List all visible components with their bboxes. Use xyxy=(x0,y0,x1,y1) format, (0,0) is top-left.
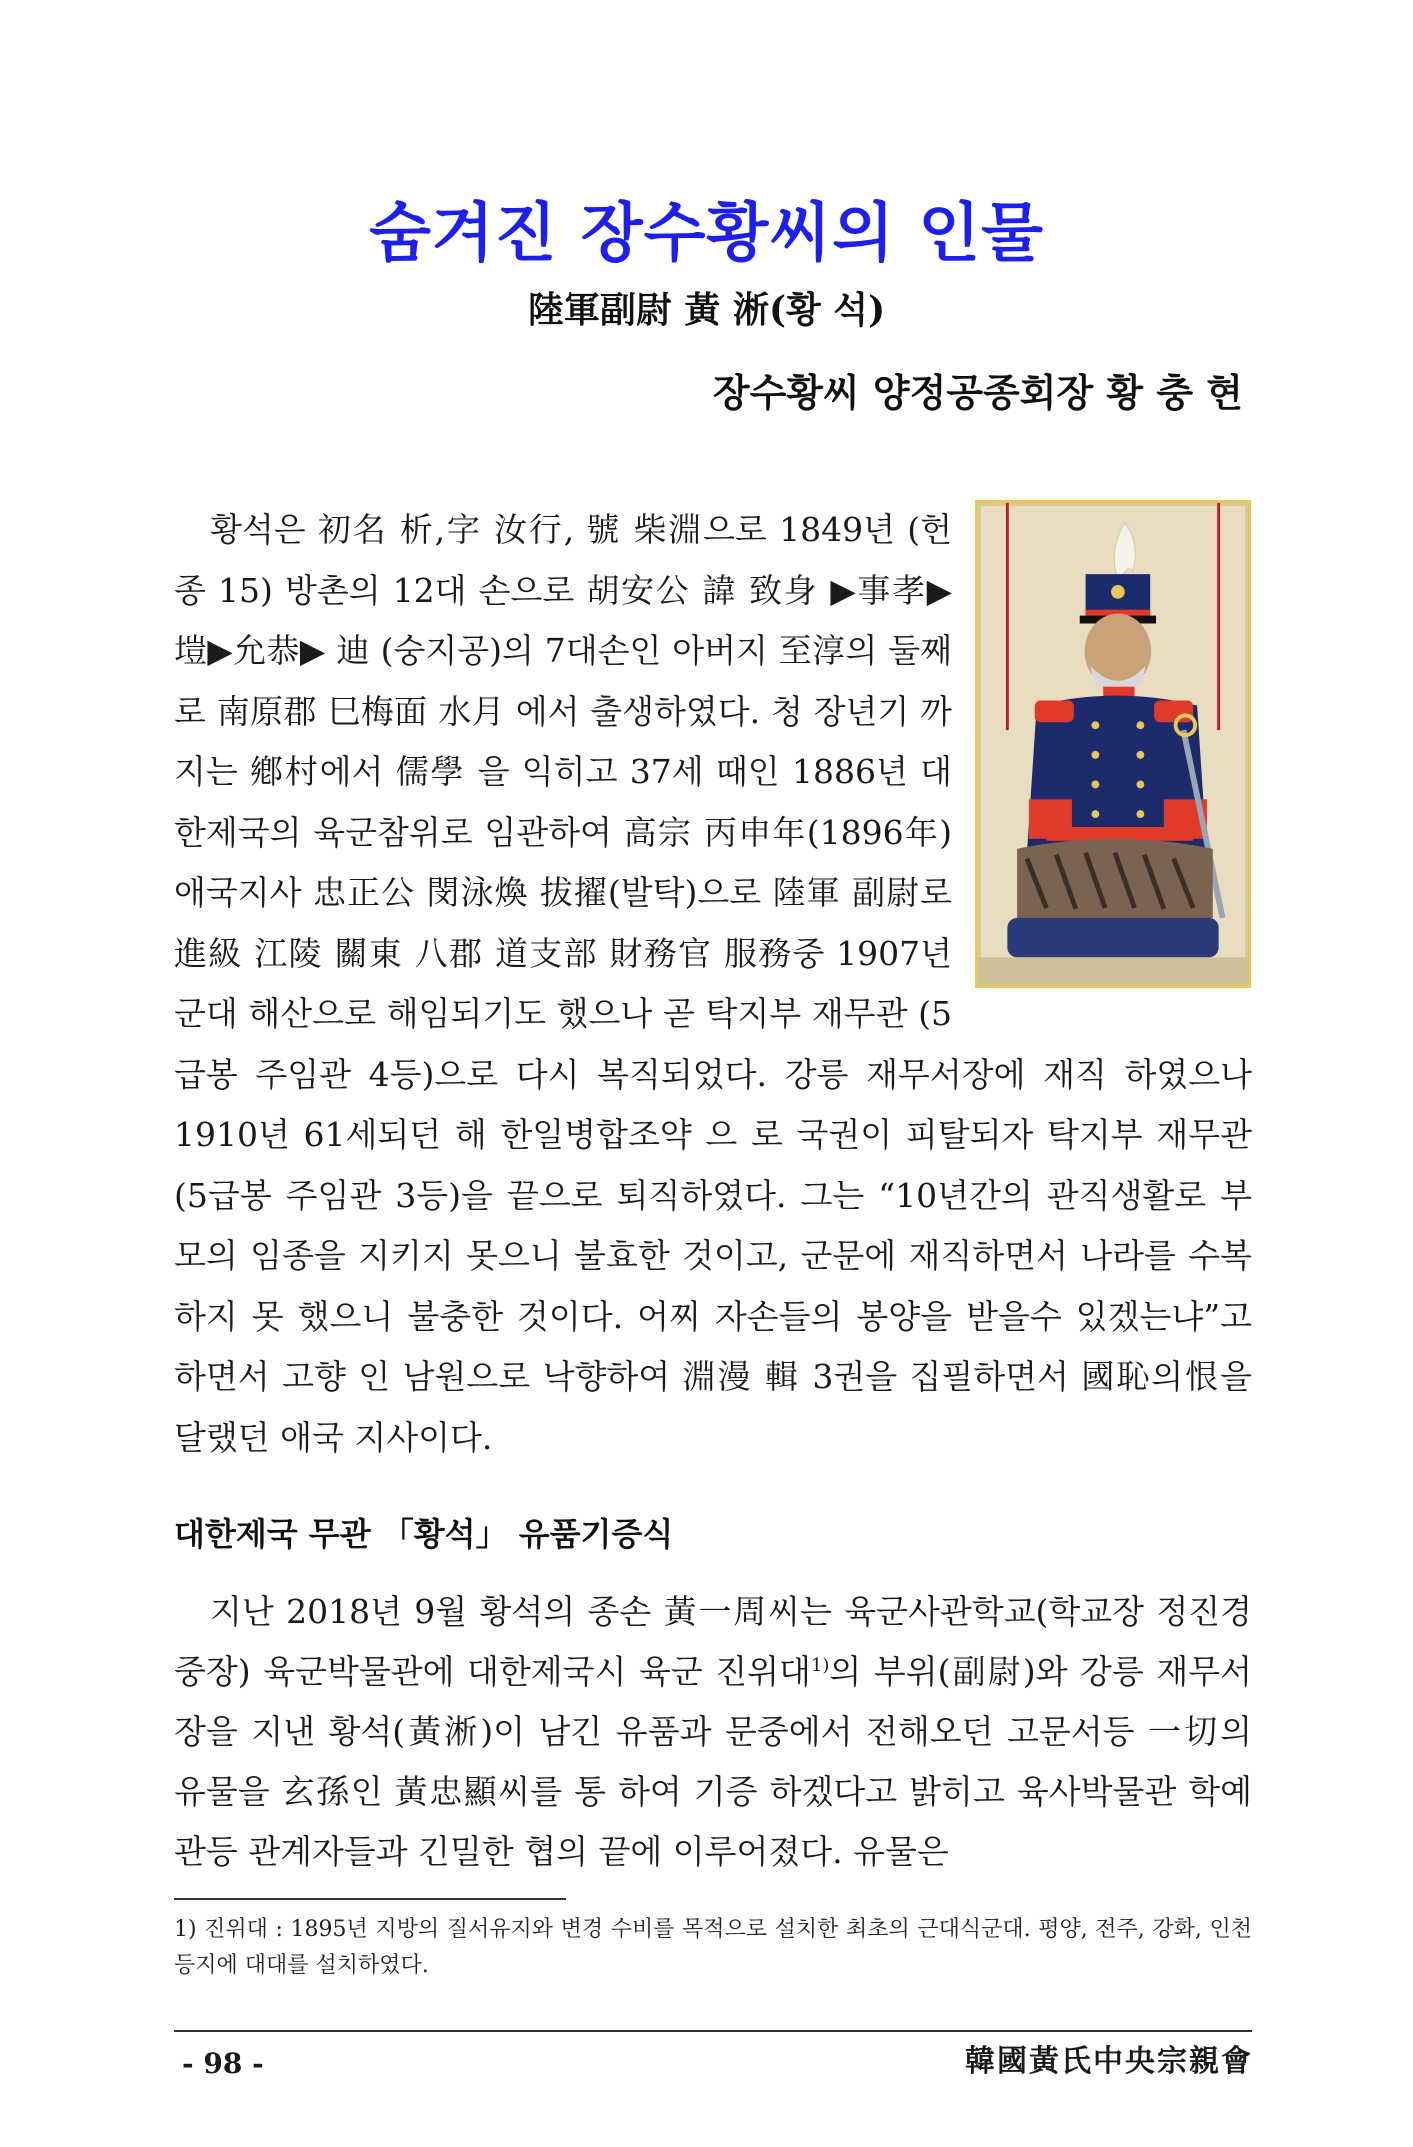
footer-divider xyxy=(174,2030,1252,2032)
donation-text-part2: 의 부위(副尉)와 강릉 재무서장을 지낸 황석(黃淅)이 남긴 유품과 문중에서 전해오던 고문서등 一切의 유물을 玄孫인 黃忠顯씨를 통 하여 기증 하겠다고 밝히고 육사박물관 학예관등 관계자들과 긴밀한 협의 끝에 이루어졌다. 유물은 xyxy=(174,1652,1252,1871)
page-subtitle: 陸軍副尉 黃 淅(황 석) xyxy=(527,289,886,331)
donation-text xyxy=(174,1582,1252,1882)
biography-text xyxy=(174,500,1252,1468)
footnote: 1) 진위대 : 1895년 지방의 질서유지와 변경 수비를 목적으로 설치한 최초의 근대식군대. 평양, 전주, 강화, 인천등지에 대대를 설치하였다. xyxy=(174,1917,1252,1978)
section-heading: 대한제국 무관 「황석」 유품기증식 xyxy=(174,1515,674,1553)
page-number: - 98 - xyxy=(182,2047,264,2080)
footnote-reference: 1) xyxy=(810,1655,830,1676)
footer-organization: 韓國黃氏中央宗親會 xyxy=(965,2044,1253,2079)
donation-paragraph xyxy=(174,1582,1252,1882)
author-byline: 장수황씨 양정공종회장 황 충 현 xyxy=(712,370,1243,415)
biography-paragraph: 황석은 初名 析,字 汝行, 號 柴淵으로 1849년 (헌종 15) 방촌의 12대 손으로 胡安公 諱 致身 ▶事孝▶塏▶允恭▶ 迪 (숭지공)의 7대손인 아버지 至淳의 둘째로 南原郡 巳梅面 水月 에서 출생하였다. 청 장년기 까지는 鄕村에서 儒學 을 익히고 37세 때인 1886년 대한제국의 육군참위로 임관하여 高宗 丙申年(1896年)애국지사 忠正公 閔泳煥 拔擢(발탁)으로 陸軍 副尉로 進級 江陵 關東 八郡 道支部 財務官 服務중 1907년 군대 해산으로 해임되기도 했으나 곧 탁지부 재무관 (5급봉 주임관 4등)으로 다시 복직되었다. 강릉 재무서장에 재직 하였으나 1910년 61세되던 해 한일병합조약 으 로 국권이 피탈되자 탁지부 재무관(5급봉 주임관 3등)을 끝으로 퇴직하였다. 그는 “10년간의 관직생활로 부모의 임종을 지키지 못으니 불효한 것이고, 군문에 재직하면서 나라를 수복하지 못 했으니 불충한 것이다. 어찌 자손들의 봉양을 받을수 있겠는냐”고 하면서 고향 인 남원으로 낙향하여 淵漫 輯 3권을 집필하면서 國恥의恨을 달랬던 애국 지사이다. xyxy=(174,510,1252,1457)
page-title: 숨겨진 장수황씨의 인물 xyxy=(369,197,1044,271)
footnote-divider xyxy=(174,1898,566,1900)
donation-text-part1: 지난 2018년 9월 황석의 종손 黃一周씨는 육군사관학교(학교장 정진경 중장) 육군박물관에 대한제국시 육군 진위대 xyxy=(174,1592,1252,1691)
